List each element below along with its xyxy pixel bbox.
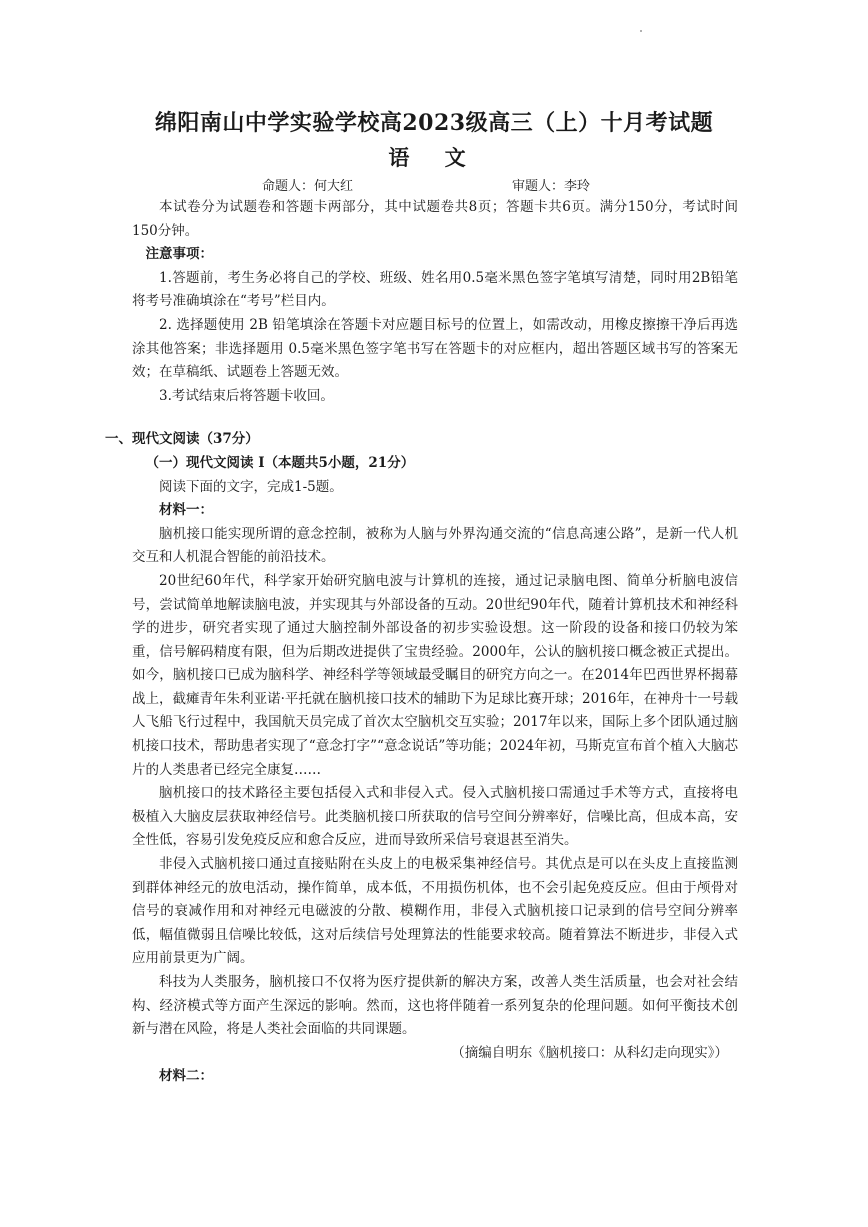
setter-text: 命题人：何大红 bbox=[262, 179, 354, 194]
scan-mark bbox=[640, 30, 642, 32]
source-citation: （摘编自明东《脑机接口：从科幻走向现实》） bbox=[451, 1044, 728, 1061]
passage-paragraph: 20世纪60年代，科学家开始研究脑电波与计算机的连接，通过记录脑电图、简单分析脑电波信号，尝试简单地解读脑电波，并实现其与外部设备的互动。20世纪90年代，随着计算机技术和神经科学的进步，研究者实现了通过大脑控制外部设备的初步实验设想。这一阶段的设备和接口仍较为笨重，信号解码精度有限，但为后期改进提供了宝贵经验。2000年，公认的脑机接口概念被正式提出。如今，脑机接口已成为脑科学、神经科学等领域最受瞩目的研究方向之一。在2014年巴西世界杯揭幕战上，截瘫青年朱利亚诺·平托就在脑机接口技术的辅助下为足球比赛开球；2016年，在神舟十一号载人飞船飞行过程中，我国航天员完成了首次太空脑机交互实验；2017年以来，国际上多个团队通过脑机接口技术，帮助患者实现了“意念打字”“意念说话”等功能；2024年初，马斯克宣布首个植入大脑芯片的人类患者已经完全康复…… bbox=[132, 572, 738, 778]
passage-paragraph: 科技为人类服务，脑机接口不仅将为医疗提供新的解决方案，改善人类生活质量，也会对社会结构、经济模式等方面产生深远的影响。然而，这也将伴随着一系列复杂的伦理问题。如何平衡技术创新与潜在风险，将是人类社会面临的共同课题。 bbox=[132, 974, 738, 1038]
passage-paragraph: 脑机接口能实现所谓的意念控制，被称为人脑与外界沟通交流的“信息高速公路”，是新一代人机交互和人机混合智能的前沿技术。 bbox=[132, 525, 738, 566]
subject-title: 语 文 bbox=[388, 145, 480, 170]
notice-item: 3.考试结束后将答题卡收回。 bbox=[159, 387, 334, 404]
notice-heading: 注意事项： bbox=[145, 246, 213, 263]
subsection-heading: （一）现代文阅读 I（本题共5小题，21分） bbox=[145, 454, 415, 471]
notice-item: 2. 选择题使用 2B 铅笔填涂在答题卡对应题目标号的位置上，如需改动，用橡皮擦擦干净后再选涂其他答案；非选择题用 0.5毫米黑色签字笔书写在答题卡的对应框内，超出答题区域书写的答案无效；在草稿纸、试题卷上答题无效。 bbox=[132, 316, 738, 381]
reviewer-text: 审题人：李玲 bbox=[512, 179, 591, 194]
exam-title: 绵阳南山中学实验学校高2023级高三（上）十月考试题 bbox=[154, 110, 714, 136]
passage-paragraph: 脑机接口的技术路径主要包括侵入式和非侵入式。侵入式脑机接口需通过手术等方式，直接将电极植入大脑皮层获取神经信号。此类脑机接口所获取的信号空间分辨率好，信噪比高，但成本高，安全性低，容易引发免疫反应和愈合反应，进而导致所采信号衰退甚至消失。 bbox=[132, 785, 738, 849]
intro-text: 本试卷分为试题卷和答题卡两部分，其中试题卷共8页；答题卡共6页。满分150分，考试时间150分钟。 bbox=[132, 199, 738, 239]
notice-item: 1.答题前，考生务必将自己的学校、班级、姓名用0.5毫米黑色签字笔填写清楚，同时用2B铅笔将考号准确填涂在“考号”栏目内。 bbox=[132, 269, 738, 310]
instruction-text: 阅读下面的文字，完成1-5题。 bbox=[159, 478, 343, 495]
material-label: 材料二： bbox=[159, 1068, 213, 1085]
material-label: 材料一： bbox=[159, 502, 213, 519]
section-heading: 一、现代文阅读（37分） bbox=[105, 431, 259, 448]
exam-content bbox=[105, 196, 738, 1089]
passage-paragraph: 非侵入式脑机接口通过直接贴附在头皮上的电极采集神经信号。其优点是可以在头皮上直接监测到群体神经元的放电活动，操作简单，成本低，不用损伤机体，也不会引起免疫反应。但由于颅骨对信号的衰减作用和对神经元电磁波的分散、模糊作用，非侵入式脑机接口记录到的信号空间分辨率低，幅值微弱且信噪比较低，这对后续信号处理算法的性能要求较高。随着算法不断进步，非侵入式应用前景更为广阔。 bbox=[132, 856, 738, 967]
